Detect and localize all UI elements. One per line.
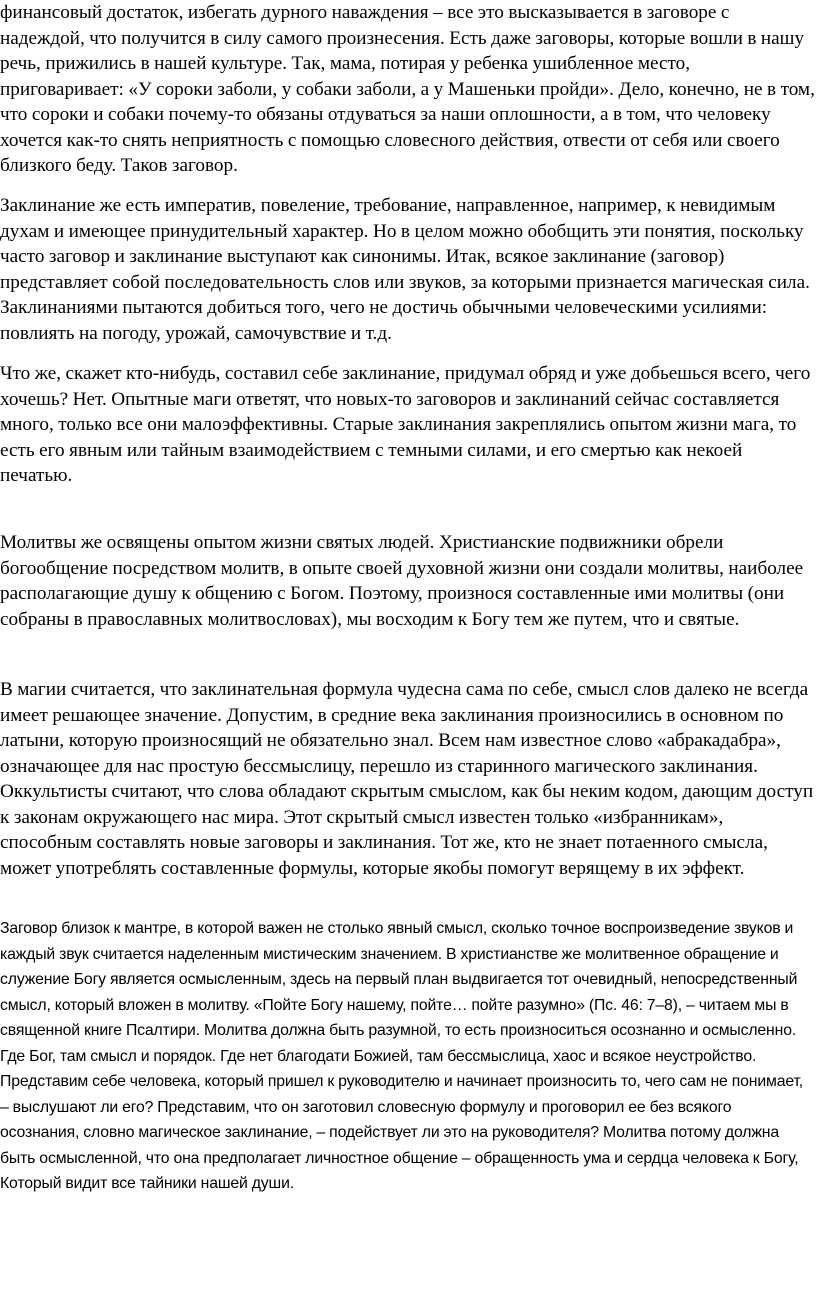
paragraph-magiya-formula: В магии считается, что заклинательная формула чудесна сама по себе, смысл слов далеко не всегда имеет решающее значение. Допустим, в средние века заклинания произносились в основном по латыни, которую произносящий не обязательно знал. Всем нам известное слово «абракадабра», означающее для нас простую бессмыслицу, перешло из старинного магического заклинания. Оккультисты считают, что слова обладают скрытым смыслом, как бы неким кодом, дающим доступ к законам окружающего нас мира. Этот скрытый смысл известен только «избранникам», способным составлять новые заговоры и заклинания. Тот же, кто не знает потаенного смысла, может употреблять составленные формулы, которые якобы помогут верящему в их эффект.: [0, 679, 814, 879]
paragraph-magi: Что же, скажет кто-нибудь, составил себе заклинание, придумал обряд и уже добьешься всего, чего хочешь? Нет. Опытные маги ответят, что новых-то заговоров и заклинаний сейчас составляется много, только все они малоэффективны. Старые заклинания закреплялись опытом жизни мага, то есть его явным или тайным взаимодействием с темными силами, и его смертью как некоей печатью.: [0, 363, 811, 486]
paragraph-molitvy: Молитвы же освящены опытом жизни святых людей. Христианские подвижники обрели богообщение посредством молитв, в опыте своей духовной жизни они создали молитвы, наиболее располагающие душу к общению с Богом. Поэтому, произнося составленные ими молитвы (они собраны в православных молитвословах), мы восходим к Богу тем же путем, что и святые.: [0, 532, 804, 630]
paragraph-zagovor-intro: финансовый достаток, избегать дурного наваждения – все это высказывается в заговоре с надеждой, что получится в силу самого произнесения. Есть даже заговоры, которые вошли в нашу речь, прижились в нашей культуре. Так, мама, потирая у ребенка ушибленное место, приговаривает: «У сороки заболи, у собаки заболи, а у Машеньки пройди». Дело, конечно, не в том, что сороки и собаки почему-то обязаны отдуваться за наши оплошности, а в том, что человеку хочется как-то снять неприятность с помощью словесного действия, отвести от себя или своего близкого беду. Таков заговор.: [0, 2, 815, 176]
paragraph-mantra: Заговор близок к мантре, в которой важен не столько явный смысл, сколько точное воспроизведение звуков и каждый звук считается наделенным мистическим значением. В христианстве же молитвенное обращение и служение Богу является осмысленным, здесь на первый план выдвигается тот очевидный, непосредственный смысл, который вложен в молитву. «Пойте Богу нашему, пойте… пойте разумно» (Пс. 46: 7–8), – читаем мы в священной книге Псалтири. Молитва должна быть разумной, то есть произноситься осознанно и осмысленно. Где Бог, там смысл и порядок. Где нет благодати Божией, там бессмыслица, хаос и всякое неустройство. Представим себе человека, который пришел к руководителю и начинает произносить то, чего сам не понимает, – выслушают ли его? Представим, что он заготовил словесную формулу и проговорил ее без всякого осознания, словно магическое заклинание, – подействует ли это на руководителя? Молитва потому должна быть осмысленной, что она предполагает личностное общение – обращенность ума и сердца человека к Богу, Который видит все тайники нашей души.: [0, 920, 804, 1192]
paragraph-zaklinanie: Заклинание же есть императив, повеление, требование, направленное, например, к невидимым духам и имеющее принудительный характер. Но в целом можно обобщить эти понятия, поскольку часто заговор и заклинание выступают как синонимы. Итак, всякое заклинание (заговор) представляет собой последовательность слов или звуков, за которыми признается магическая сила. Заклинаниями пытаются добиться того, чего не достичь обычными человеческими усилиями: повлиять на погоду, урожай, самочувствие и т.д.: [0, 195, 810, 344]
